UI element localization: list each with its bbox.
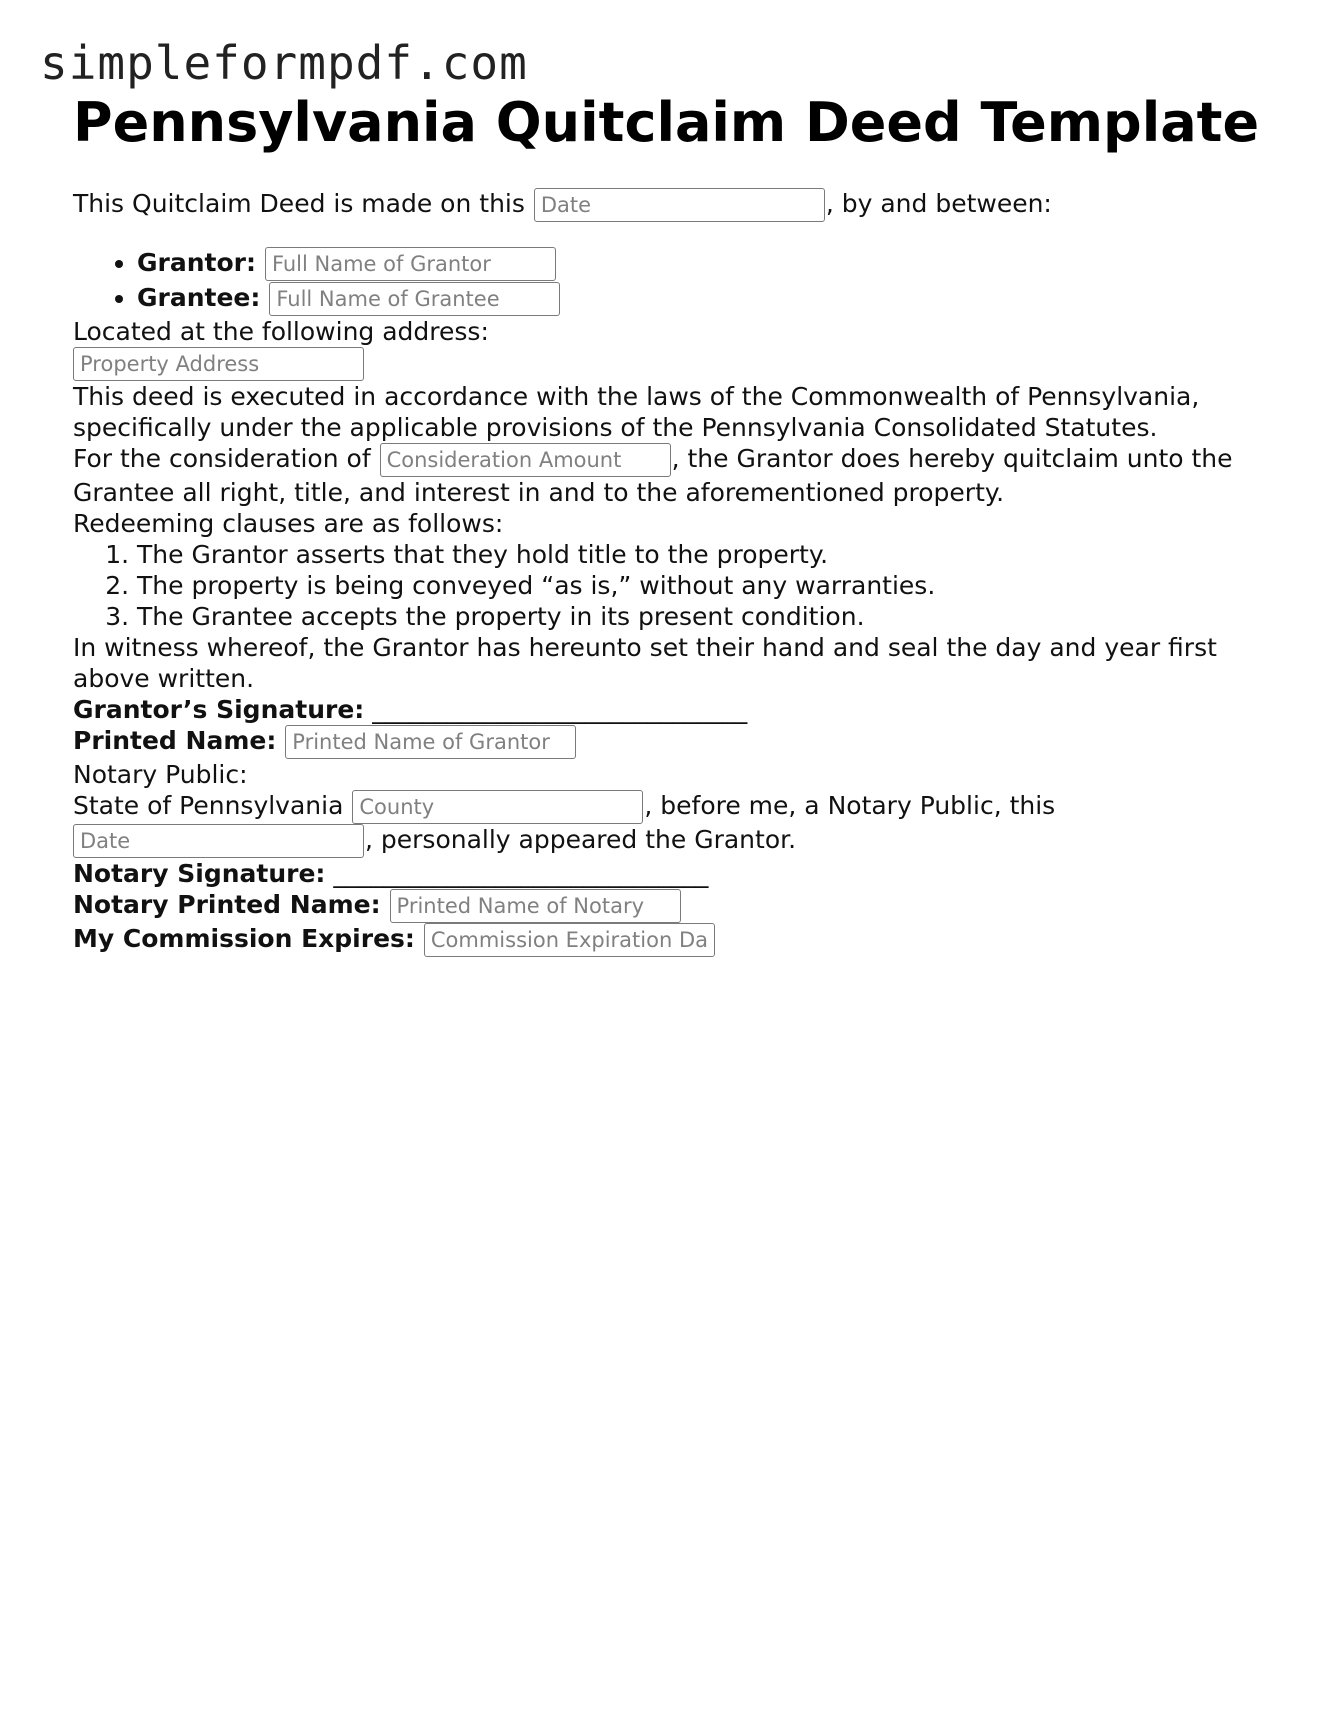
- notary-date-input[interactable]: [73, 824, 364, 858]
- notary-end-text: , personally appeared the Grantor.: [365, 825, 797, 854]
- grantor-signature-label: Grantor’s Signature:: [73, 695, 365, 724]
- printed-name-row: [73, 725, 1253, 759]
- intro-line: [73, 188, 1253, 222]
- commission-row: [73, 923, 1253, 957]
- redeeming-clauses-list: [73, 539, 1253, 632]
- consideration-amount-input[interactable]: [380, 443, 671, 477]
- grantee-name-input[interactable]: [269, 282, 560, 316]
- site-watermark: simpleformpdf.com: [40, 36, 528, 90]
- consideration-paragraph: [73, 443, 1253, 508]
- address-label: Located at the following address:: [73, 317, 489, 346]
- notary-statement: [73, 790, 1253, 858]
- printed-name-label: Printed Name:: [73, 726, 277, 755]
- notary-heading: Notary Public:: [73, 760, 248, 789]
- consideration-text: For the consideration of: [73, 444, 371, 473]
- grantor-item: [137, 246, 1253, 281]
- grantor-label: Grantor:: [137, 248, 256, 277]
- grantor-printed-name-input[interactable]: [285, 725, 576, 759]
- notary-signature-line[interactable]: ______________________________: [333, 859, 709, 888]
- grantor-signature-row: [73, 694, 1253, 725]
- commission-label: My Commission Expires:: [73, 924, 415, 953]
- commission-expiration-input[interactable]: [424, 923, 715, 957]
- grantor-name-input[interactable]: [265, 247, 556, 281]
- parties-list: [73, 246, 1253, 316]
- county-input[interactable]: [352, 790, 643, 824]
- witness-paragraph: In witness whereof, the Grantor has hereunto set their hand and seal the day and year first above written.: [73, 633, 1217, 693]
- grantee-item: [137, 281, 1253, 316]
- redeeming-heading: Redeeming clauses are as follows:: [73, 509, 504, 538]
- notary-printed-name-input[interactable]: [390, 889, 681, 923]
- notary-state-text: State of Pennsylvania: [73, 791, 344, 820]
- deed-date-input[interactable]: [534, 188, 825, 222]
- law-paragraph: This deed is executed in accordance with the laws of the Commonwealth of Pennsylvania, specifically under the applicable provisions of the Pennsylvania Consolidated Statutes.: [73, 382, 1200, 442]
- page-title: Pennsylvania Quitclaim Deed Template: [73, 91, 1260, 154]
- notary-printed-name-row: [73, 889, 1253, 923]
- clause-item: 3. The Grantee accepts the property in its present condition.: [137, 601, 1253, 632]
- intro-suffix: , by and between:: [825, 189, 1052, 218]
- notary-signature-label: Notary Signature:: [73, 859, 326, 888]
- clause-item: 1. The Grantor asserts that they hold title to the property.: [137, 539, 1253, 570]
- property-address-input[interactable]: [73, 347, 364, 381]
- clause-item: 2. The property is being conveyed “as is,” without any warranties.: [137, 570, 1253, 601]
- grantee-label: Grantee:: [137, 283, 261, 312]
- consideration-suffix: , the Grantor does hereby quitclaim unto the Grantee all right, title, and interest in and to the aforementioned property.: [73, 444, 1233, 507]
- deed-form: [73, 188, 1253, 957]
- notary-middle-text: , before me, a Notary Public, this: [644, 791, 1056, 820]
- notary-printed-name-label: Notary Printed Name:: [73, 890, 381, 919]
- address-field-row: [73, 347, 1253, 381]
- intro-text: This Quitclaim Deed is made on this: [73, 189, 525, 218]
- notary-signature-row: [73, 858, 1253, 889]
- grantor-signature-line[interactable]: ______________________________: [372, 695, 748, 724]
